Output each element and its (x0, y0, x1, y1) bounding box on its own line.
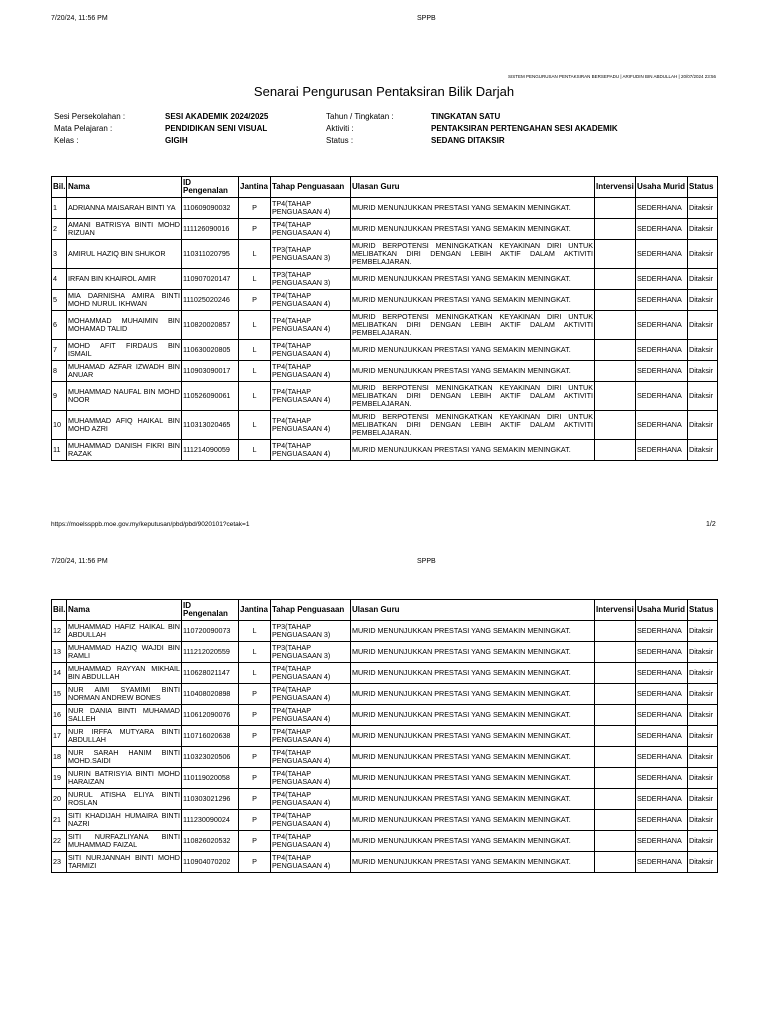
cell-id: 111212020559 (182, 642, 239, 663)
cell-id: 110820020857 (182, 311, 239, 340)
cell-ulasan: MURID MENUNJUKKAN PRESTASI YANG SEMAKIN MENINGKAT. (351, 831, 595, 852)
table-row (52, 382, 718, 411)
table-row (52, 411, 718, 440)
cell-ulasan: MURID BERPOTENSI MENINGKATKAN KEYAKINAN DIRI UNTUK MELIBATKAN DIRI DENGAN LEBIH AKTIF DALAM AKTIVITI PEMBELAJARAN. (351, 411, 595, 440)
print-date-page2: 7/20/24, 11:56 PM (51, 558, 108, 565)
cell-nama: AMANI BATRISYA BINTI MOHD RIZUAN (67, 219, 182, 240)
cell-nama: MUHAMMAD HAZIQ WAJDI BIN RAMLI (67, 642, 182, 663)
cell-ulasan: MURID MENUNJUKKAN PRESTASI YANG SEMAKIN MENINGKAT. (351, 642, 595, 663)
cell-nama: MIA DARNISHA AMIRA BINTI MOHD NURUL IKHWAN (67, 290, 182, 311)
cell-usaha: SEDERHANA (636, 240, 688, 269)
cell-ulasan: MURID MENUNJUKKAN PRESTASI YANG SEMAKIN MENINGKAT. (351, 269, 595, 290)
cell-tahap: TP4(TAHAP PENGUASAAN 4) (271, 198, 351, 219)
cell-nama: MOHAMMAD MUHAIMIN BIN MOHAMAD TALID (67, 311, 182, 340)
cell-intervensi (595, 340, 636, 361)
cell-usaha: SEDERHANA (636, 311, 688, 340)
cell-ulasan: MURID MENUNJUKKAN PRESTASI YANG SEMAKIN MENINGKAT. (351, 705, 595, 726)
cell-bil: 5 (52, 290, 67, 311)
cell-jantina: P (239, 852, 271, 873)
cell-bil: 13 (52, 642, 67, 663)
mata-value: PENDIDIKAN SENI VISUAL (165, 124, 268, 133)
cell-intervensi (595, 440, 636, 461)
cell-ulasan: MURID MENUNJUKKAN PRESTASI YANG SEMAKIN MENINGKAT. (351, 810, 595, 831)
cell-tahap: TP4(TAHAP PENGUASAAN 4) (271, 411, 351, 440)
cell-id: 110323020506 (182, 747, 239, 768)
table-row (52, 789, 718, 810)
table-row (52, 361, 718, 382)
cell-intervensi (595, 411, 636, 440)
table-row (52, 269, 718, 290)
cell-bil: 4 (52, 269, 67, 290)
cell-ulasan: MURID MENUNJUKKAN PRESTASI YANG SEMAKIN MENINGKAT. (351, 198, 595, 219)
cell-jantina: P (239, 684, 271, 705)
cell-tahap: TP4(TAHAP PENGUASAAN 4) (271, 361, 351, 382)
cell-status: Ditaksir (688, 684, 718, 705)
cell-bil: 17 (52, 726, 67, 747)
cell-status: Ditaksir (688, 340, 718, 361)
cell-jantina: L (239, 642, 271, 663)
cell-bil: 22 (52, 831, 67, 852)
cell-ulasan: MURID MENUNJUKKAN PRESTASI YANG SEMAKIN MENINGKAT. (351, 747, 595, 768)
cell-jantina: L (239, 269, 271, 290)
table-row (52, 726, 718, 747)
col-usaha: Usaha Murid (636, 177, 688, 198)
cell-jantina: P (239, 290, 271, 311)
cell-id: 110313020465 (182, 411, 239, 440)
cell-status: Ditaksir (688, 852, 718, 873)
cell-intervensi (595, 852, 636, 873)
cell-status: Ditaksir (688, 382, 718, 411)
cell-bil: 18 (52, 747, 67, 768)
col-usaha: Usaha Murid (636, 600, 688, 621)
cell-id: 111025020246 (182, 290, 239, 311)
cell-bil: 21 (52, 810, 67, 831)
table-row (52, 684, 718, 705)
cell-usaha: SEDERHANA (636, 340, 688, 361)
cell-jantina: L (239, 411, 271, 440)
cell-ulasan: MURID MENUNJUKKAN PRESTASI YANG SEMAKIN MENINGKAT. (351, 663, 595, 684)
cell-status: Ditaksir (688, 290, 718, 311)
cell-tahap: TP3(TAHAP PENGUASAAN 3) (271, 269, 351, 290)
cell-intervensi (595, 382, 636, 411)
cell-intervensi (595, 361, 636, 382)
cell-id: 111126090016 (182, 219, 239, 240)
cell-jantina: L (239, 621, 271, 642)
cell-nama: MUHAMAD AZFAR IZWADH BIN ANUAR (67, 361, 182, 382)
mata-label: Mata Pelajaran : (54, 124, 113, 133)
cell-intervensi (595, 290, 636, 311)
cell-status: Ditaksir (688, 642, 718, 663)
sesi-label: Sesi Persekolahan : (54, 112, 126, 121)
cell-usaha: SEDERHANA (636, 621, 688, 642)
table-header-row (52, 600, 718, 621)
cell-tahap: TP4(TAHAP PENGUASAAN 4) (271, 705, 351, 726)
cell-tahap: TP4(TAHAP PENGUASAAN 4) (271, 684, 351, 705)
cell-usaha: SEDERHANA (636, 789, 688, 810)
cell-intervensi (595, 198, 636, 219)
cell-status: Ditaksir (688, 361, 718, 382)
cell-nama: NUR DANIA BINTI MUHAMAD SALLEH (67, 705, 182, 726)
cell-nama: NUR AIMI SYAMIMI BINTI NORMAN ANDREW BONES (67, 684, 182, 705)
col-id: ID Pengenalan (182, 177, 239, 198)
cell-ulasan: MURID MENUNJUKKAN PRESTASI YANG SEMAKIN MENINGKAT. (351, 789, 595, 810)
table-row (52, 340, 718, 361)
cell-nama: ADRIANNA MAISARAH BINTI YA (67, 198, 182, 219)
col-status: Status (688, 600, 718, 621)
cell-usaha: SEDERHANA (636, 810, 688, 831)
cell-jantina: L (239, 382, 271, 411)
cell-id: 110612090076 (182, 705, 239, 726)
cell-intervensi (595, 663, 636, 684)
cell-bil: 15 (52, 684, 67, 705)
cell-id: 110609090032 (182, 198, 239, 219)
cell-tahap: TP4(TAHAP PENGUASAAN 4) (271, 831, 351, 852)
cell-jantina: P (239, 789, 271, 810)
cell-nama: MUHAMMAD DANISH FIKRI BIN RAZAK (67, 440, 182, 461)
cell-usaha: SEDERHANA (636, 705, 688, 726)
footer-page-number: 1/2 (706, 521, 716, 528)
tahun-label: Tahun / Tingkatan : (326, 112, 394, 121)
cell-ulasan: MURID BERPOTENSI MENINGKATKAN KEYAKINAN DIRI UNTUK MELIBATKAN DIRI DENGAN LEBIH AKTIF DALAM AKTIVITI PEMBELAJARAN. (351, 311, 595, 340)
table-row (52, 440, 718, 461)
status-label: Status : (326, 136, 354, 145)
cell-intervensi (595, 768, 636, 789)
cell-tahap: TP4(TAHAP PENGUASAAN 4) (271, 852, 351, 873)
cell-id: 110716020638 (182, 726, 239, 747)
cell-status: Ditaksir (688, 831, 718, 852)
cell-intervensi (595, 621, 636, 642)
footer-url: https://moelssppb.moe.gov.my/keputusan/pbd/pbd/9020101?cetak=1 (51, 521, 250, 528)
cell-id: 110408020898 (182, 684, 239, 705)
cell-id: 110904070202 (182, 852, 239, 873)
cell-intervensi (595, 642, 636, 663)
table-row (52, 810, 718, 831)
table-row (52, 642, 718, 663)
cell-ulasan: MURID MENUNJUKKAN PRESTASI YANG SEMAKIN MENINGKAT. (351, 621, 595, 642)
table-row (52, 311, 718, 340)
cell-intervensi (595, 684, 636, 705)
cell-nama: MUHAMMAD AFIQ HAIKAL BIN MOHD AZRI (67, 411, 182, 440)
cell-id: 110903090017 (182, 361, 239, 382)
cell-usaha: SEDERHANA (636, 382, 688, 411)
table-row (52, 219, 718, 240)
cell-bil: 1 (52, 198, 67, 219)
cell-bil: 10 (52, 411, 67, 440)
col-jantina: Jantina (239, 177, 271, 198)
print-date: 7/20/24, 11:56 PM (51, 15, 108, 22)
col-jantina: Jantina (239, 600, 271, 621)
tahun-value: TINGKATAN SATU (431, 112, 501, 121)
cell-status: Ditaksir (688, 269, 718, 290)
cell-intervensi (595, 747, 636, 768)
cell-bil: 16 (52, 705, 67, 726)
sesi-value: SESI AKADEMIK 2024/2025 (165, 112, 269, 121)
cell-intervensi (595, 810, 636, 831)
col-id: ID Pengenalan (182, 600, 239, 621)
cell-bil: 7 (52, 340, 67, 361)
page-title: Senarai Pengurusan Pentaksiran Bilik Darjah (253, 84, 515, 99)
cell-jantina: L (239, 440, 271, 461)
cell-ulasan: MURID MENUNJUKKAN PRESTASI YANG SEMAKIN MENINGKAT. (351, 726, 595, 747)
cell-tahap: TP4(TAHAP PENGUASAAN 4) (271, 768, 351, 789)
cell-status: Ditaksir (688, 198, 718, 219)
cell-jantina: L (239, 663, 271, 684)
table-row (52, 705, 718, 726)
cell-usaha: SEDERHANA (636, 198, 688, 219)
col-tahap: Tahap Penguasaan (271, 177, 351, 198)
cell-nama: SITI KHADIJAH HUMAIRA BINTI NAZRI (67, 810, 182, 831)
cell-tahap: TP4(TAHAP PENGUASAAN 4) (271, 340, 351, 361)
cell-tahap: TP4(TAHAP PENGUASAAN 4) (271, 726, 351, 747)
cell-usaha: SEDERHANA (636, 361, 688, 382)
cell-bil: 23 (52, 852, 67, 873)
cell-usaha: SEDERHANA (636, 768, 688, 789)
print-app-name: SPPB (417, 15, 436, 22)
table-row (52, 831, 718, 852)
col-ulasan: Ulasan Guru (351, 600, 595, 621)
cell-status: Ditaksir (688, 663, 718, 684)
cell-bil: 12 (52, 621, 67, 642)
assessment-table-page2 (51, 599, 718, 873)
cell-jantina: P (239, 747, 271, 768)
cell-status: Ditaksir (688, 240, 718, 269)
cell-id: 110628021147 (182, 663, 239, 684)
cell-intervensi (595, 789, 636, 810)
cell-usaha: SEDERHANA (636, 411, 688, 440)
cell-ulasan: MURID MENUNJUKKAN PRESTASI YANG SEMAKIN MENINGKAT. (351, 290, 595, 311)
cell-jantina: P (239, 219, 271, 240)
table-header-row (52, 177, 718, 198)
cell-intervensi (595, 705, 636, 726)
cell-intervensi (595, 311, 636, 340)
cell-nama: SITI NURJANNAH BINTI MOHD TARMIZI (67, 852, 182, 873)
cell-usaha: SEDERHANA (636, 663, 688, 684)
kelas-label: Kelas : (54, 136, 79, 145)
cell-jantina: P (239, 705, 271, 726)
cell-usaha: SEDERHANA (636, 219, 688, 240)
cell-tahap: TP4(TAHAP PENGUASAAN 4) (271, 747, 351, 768)
cell-id: 110303021296 (182, 789, 239, 810)
col-ulasan: Ulasan Guru (351, 177, 595, 198)
cell-id: 110526090061 (182, 382, 239, 411)
cell-usaha: SEDERHANA (636, 440, 688, 461)
cell-id: 110119020058 (182, 768, 239, 789)
cell-nama: NURUL ATISHA ELIYA BINTI ROSLAN (67, 789, 182, 810)
cell-intervensi (595, 219, 636, 240)
cell-usaha: SEDERHANA (636, 684, 688, 705)
col-status: Status (688, 177, 718, 198)
cell-intervensi (595, 269, 636, 290)
cell-nama: NUR SARAH HANIM BINTI MOHD.SAIDI (67, 747, 182, 768)
table-row (52, 768, 718, 789)
cell-status: Ditaksir (688, 311, 718, 340)
cell-status: Ditaksir (688, 411, 718, 440)
cell-ulasan: MURID MENUNJUKKAN PRESTASI YANG SEMAKIN MENINGKAT. (351, 340, 595, 361)
cell-nama: NURIN BATRISYIA BINTI MOHD HARAIZAN (67, 768, 182, 789)
table-row (52, 198, 718, 219)
cell-jantina: L (239, 240, 271, 269)
cell-jantina: P (239, 726, 271, 747)
cell-tahap: TP4(TAHAP PENGUASAAN 4) (271, 311, 351, 340)
cell-ulasan: MURID MENUNJUKKAN PRESTASI YANG SEMAKIN MENINGKAT. (351, 219, 595, 240)
cell-id: 110826020532 (182, 831, 239, 852)
cell-tahap: TP4(TAHAP PENGUASAAN 4) (271, 382, 351, 411)
cell-nama: MUHAMMAD NAUFAL BIN MOHD NOOR (67, 382, 182, 411)
cell-bil: 14 (52, 663, 67, 684)
cell-bil: 19 (52, 768, 67, 789)
cell-ulasan: MURID BERPOTENSI MENINGKATKAN KEYAKINAN DIRI UNTUK MELIBATKAN DIRI DENGAN LEBIH AKTIF DALAM AKTIVITI PEMBELAJARAN. (351, 382, 595, 411)
cell-intervensi (595, 726, 636, 747)
cell-jantina: L (239, 340, 271, 361)
col-nama: Nama (67, 600, 182, 621)
cell-jantina: P (239, 831, 271, 852)
cell-tahap: TP4(TAHAP PENGUASAAN 4) (271, 663, 351, 684)
cell-status: Ditaksir (688, 768, 718, 789)
col-bil: Bil. (52, 177, 67, 198)
cell-ulasan: MURID MENUNJUKKAN PRESTASI YANG SEMAKIN MENINGKAT. (351, 440, 595, 461)
col-intervensi: Intervensi (595, 177, 636, 198)
assessment-table-page1 (51, 176, 718, 461)
cell-bil: 6 (52, 311, 67, 340)
cell-status: Ditaksir (688, 219, 718, 240)
table-row (52, 290, 718, 311)
cell-id: 110720090073 (182, 621, 239, 642)
system-line: SISTEM PENGURUSAN PENTAKSIRAN BERSEPADU | ARIFUDIN BIN ABDULLAH | 20/07/2024 23:56 (508, 74, 716, 79)
cell-tahap: TP3(TAHAP PENGUASAAN 3) (271, 621, 351, 642)
cell-usaha: SEDERHANA (636, 642, 688, 663)
cell-jantina: P (239, 198, 271, 219)
cell-tahap: TP4(TAHAP PENGUASAAN 4) (271, 440, 351, 461)
cell-ulasan: MURID BERPOTENSI MENINGKATKAN KEYAKINAN DIRI UNTUK MELIBATKAN DIRI DENGAN LEBIH AKTIF DALAM AKTIVITI PEMBELAJARAN. (351, 240, 595, 269)
aktiviti-value: PENTAKSIRAN PERTENGAHAN SESI AKADEMIK (431, 124, 618, 133)
cell-nama: MOHD AFIT FIRDAUS BIN ISMAIL (67, 340, 182, 361)
col-nama: Nama (67, 177, 182, 198)
col-bil: Bil. (52, 600, 67, 621)
col-tahap: Tahap Penguasaan (271, 600, 351, 621)
cell-status: Ditaksir (688, 810, 718, 831)
cell-jantina: P (239, 768, 271, 789)
table-row (52, 621, 718, 642)
cell-id: 111230090024 (182, 810, 239, 831)
cell-usaha: SEDERHANA (636, 290, 688, 311)
cell-nama: MUHAMMAD RAYYAN MIKHAIL BIN ABDULLAH (67, 663, 182, 684)
kelas-value: GIGIH (165, 136, 188, 145)
cell-ulasan: MURID MENUNJUKKAN PRESTASI YANG SEMAKIN MENINGKAT. (351, 361, 595, 382)
cell-bil: 20 (52, 789, 67, 810)
aktiviti-label: Aktiviti : (326, 124, 354, 133)
cell-tahap: TP4(TAHAP PENGUASAAN 4) (271, 789, 351, 810)
table-row (52, 852, 718, 873)
cell-id: 110907020147 (182, 269, 239, 290)
table-row (52, 663, 718, 684)
cell-bil: 11 (52, 440, 67, 461)
cell-status: Ditaksir (688, 726, 718, 747)
cell-nama: SITI NURFAZLIYANA BINTI MUHAMMAD FAIZAL (67, 831, 182, 852)
cell-tahap: TP4(TAHAP PENGUASAAN 4) (271, 810, 351, 831)
cell-id: 111214090059 (182, 440, 239, 461)
cell-tahap: TP4(TAHAP PENGUASAAN 4) (271, 219, 351, 240)
status-value: SEDANG DITAKSIR (431, 136, 505, 145)
cell-tahap: TP4(TAHAP PENGUASAAN 4) (271, 290, 351, 311)
cell-id: 110630020805 (182, 340, 239, 361)
cell-tahap: TP3(TAHAP PENGUASAAN 3) (271, 240, 351, 269)
cell-usaha: SEDERHANA (636, 726, 688, 747)
cell-bil: 9 (52, 382, 67, 411)
cell-id: 110311020795 (182, 240, 239, 269)
cell-intervensi (595, 831, 636, 852)
col-intervensi: Intervensi (595, 600, 636, 621)
table-row (52, 240, 718, 269)
cell-nama: NUR IRFFA MUTYARA BINTI ABDULLAH (67, 726, 182, 747)
cell-bil: 2 (52, 219, 67, 240)
cell-usaha: SEDERHANA (636, 852, 688, 873)
cell-nama: IRFAN BIN KHAIROL AMIR (67, 269, 182, 290)
cell-nama: AMIRUL HAZIQ BIN SHUKOR (67, 240, 182, 269)
cell-usaha: SEDERHANA (636, 269, 688, 290)
cell-jantina: L (239, 311, 271, 340)
cell-ulasan: MURID MENUNJUKKAN PRESTASI YANG SEMAKIN MENINGKAT. (351, 852, 595, 873)
cell-ulasan: MURID MENUNJUKKAN PRESTASI YANG SEMAKIN MENINGKAT. (351, 684, 595, 705)
cell-usaha: SEDERHANA (636, 747, 688, 768)
cell-bil: 3 (52, 240, 67, 269)
cell-status: Ditaksir (688, 705, 718, 726)
cell-status: Ditaksir (688, 789, 718, 810)
print-app-name-page2: SPPB (417, 558, 436, 565)
cell-status: Ditaksir (688, 621, 718, 642)
cell-status: Ditaksir (688, 747, 718, 768)
cell-status: Ditaksir (688, 440, 718, 461)
cell-intervensi (595, 240, 636, 269)
cell-bil: 8 (52, 361, 67, 382)
cell-tahap: TP3(TAHAP PENGUASAAN 3) (271, 642, 351, 663)
cell-jantina: L (239, 361, 271, 382)
cell-ulasan: MURID MENUNJUKKAN PRESTASI YANG SEMAKIN MENINGKAT. (351, 768, 595, 789)
cell-nama: MUHAMMAD HAFIZ HAIKAL BIN ABDULLAH (67, 621, 182, 642)
cell-usaha: SEDERHANA (636, 831, 688, 852)
cell-jantina: P (239, 810, 271, 831)
table-row (52, 747, 718, 768)
